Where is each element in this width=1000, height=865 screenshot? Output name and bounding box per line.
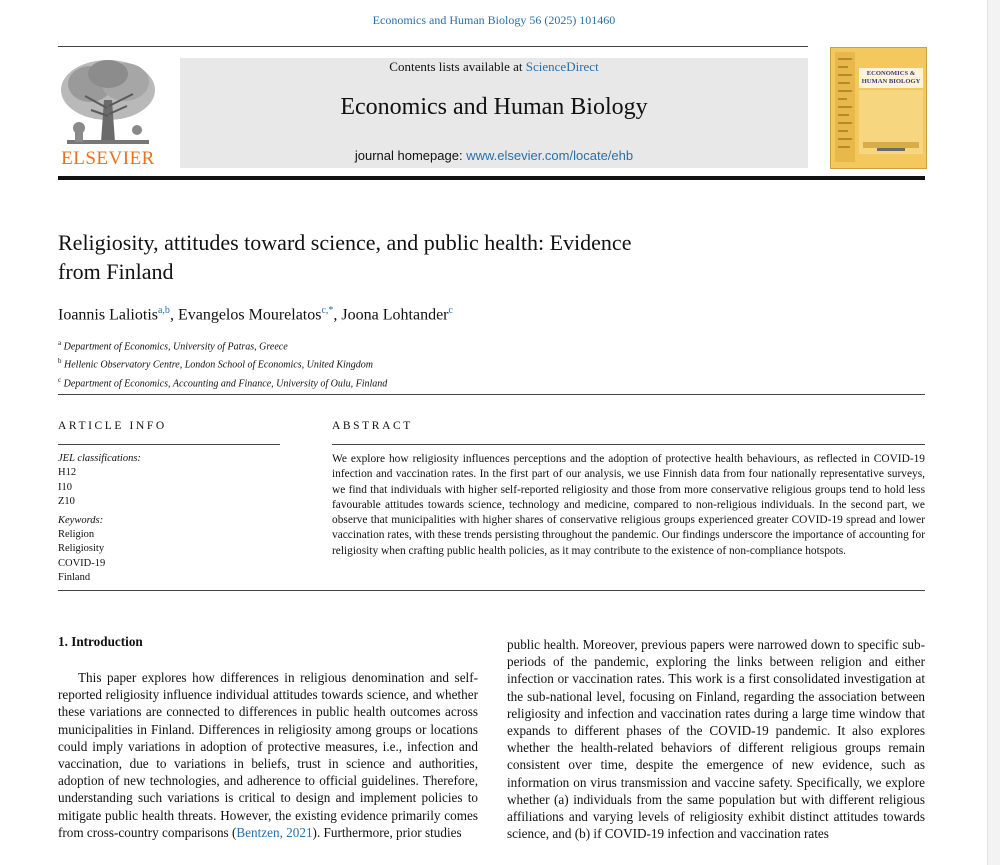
title-line-2: from Finland bbox=[58, 259, 174, 284]
keyword: Religion bbox=[58, 529, 95, 541]
info-top-rule bbox=[58, 394, 925, 395]
intro-text-end: ). Furthermore, prior studies bbox=[312, 824, 462, 840]
author-name[interactable]: Joona Lohtander bbox=[341, 306, 449, 324]
homepage-line bbox=[180, 148, 808, 163]
journal-citation[interactable]: Economics and Human Biology 56 (2025) 101460 bbox=[372, 13, 616, 27]
affiliation-item bbox=[58, 336, 758, 354]
abstract-heading: ABSTRACT bbox=[332, 420, 413, 432]
cover-strip-icon bbox=[835, 52, 855, 162]
affiliation-text: Department of Economics, Accounting and Finance, University of Oulu, Finland bbox=[63, 377, 388, 389]
header-rule bbox=[58, 46, 808, 47]
jel-code: I10 bbox=[58, 481, 72, 493]
introduction-left-column bbox=[58, 669, 478, 841]
contents-prefix: Contents lists available at bbox=[389, 59, 526, 74]
keywords-label: Keywords: bbox=[58, 514, 104, 526]
introduction-heading: 1. Introduction bbox=[58, 634, 143, 649]
journal-banner bbox=[180, 58, 808, 168]
journal-name: Economics and Human Biology bbox=[340, 94, 648, 120]
affiliation-item bbox=[58, 373, 758, 391]
citation-link[interactable]: Bentzen, 2021 bbox=[236, 824, 313, 840]
affiliation-text: Hellenic Observatory Centre, London School of Economics, United Kingdom bbox=[64, 359, 374, 371]
article-info-heading: ARTICLE INFO bbox=[58, 420, 167, 432]
author-affil-mark[interactable]: a,b bbox=[157, 305, 170, 316]
page-edge bbox=[987, 0, 1000, 865]
homepage-prefix: journal homepage: bbox=[354, 148, 467, 163]
header-thick-rule bbox=[58, 176, 925, 180]
abstract-text: We explore how religiosity influences perceptions and the adoption of protective health behaviours, as reflected in COVID-19 infection and vaccination rates. In the first part of our analysis, we use Finnish data from four nationally representative surveys, we find that individuals with higher self-reported religiosity and those from more conservative religious groups tend to hold less favourable attitudes towards science, technology and medicine, compared to non-religious individuals. In the second part, we observe that municipalities with higher shares of conservative religious groups experienced greater COVID-19 spread and lower vaccination rates, with these trends persisting throughout the pandemic. Our findings underscore the importance of accounting for religiosity when crafting public health policies, as it may contribute to the existence of non-compliance hotspots. bbox=[332, 453, 925, 557]
title-line-1: Religiosity, attitudes toward science, and public health: Evidence bbox=[58, 230, 632, 255]
keyword: COVID-19 bbox=[58, 557, 106, 569]
affiliation-text: Department of Economics, University of Patras, Greece bbox=[63, 341, 288, 353]
author-separator: , bbox=[333, 306, 342, 324]
affiliation-item bbox=[58, 354, 758, 372]
elsevier-logo[interactable] bbox=[57, 56, 159, 172]
author-affil-mark[interactable]: c,* bbox=[321, 305, 334, 316]
author-list bbox=[58, 305, 758, 324]
cover-title-line2: HUMAN BIOLOGY bbox=[861, 78, 921, 85]
journal-cover[interactable] bbox=[830, 47, 927, 169]
jel-code: Z10 bbox=[58, 496, 75, 508]
jel-label: JEL classifications: bbox=[58, 453, 141, 464]
author-name[interactable]: Ioannis Laliotis bbox=[58, 306, 158, 324]
sciencedirect-link[interactable]: ScienceDirect bbox=[525, 59, 599, 74]
affiliation-mark: c bbox=[58, 375, 62, 384]
keyword: Finland bbox=[58, 572, 91, 584]
author-name[interactable]: Evangelos Mourelatos bbox=[177, 306, 322, 324]
article-info-list bbox=[58, 452, 278, 586]
author-affil-mark[interactable]: c bbox=[448, 305, 453, 316]
homepage-link[interactable]: www.elsevier.com/locate/ehb bbox=[466, 148, 634, 163]
publisher-name: ELSEVIER bbox=[61, 148, 155, 169]
article-info-rule bbox=[58, 444, 280, 445]
introduction-right-column bbox=[507, 636, 925, 842]
author-separator: , bbox=[169, 306, 178, 324]
cover-body-icon bbox=[859, 90, 923, 154]
article-title bbox=[58, 228, 818, 286]
introduction-paragraph-cont: public health. Moreover, previous papers were narrowed down to specific sub-periods of the pandemic, exploring the links between religion and either infection or vaccination rates. This work is a first consolidated investigation at the sub-national level, focusing on Finland, regarding the association between religiosity and infection and vaccination rates during a large time window that expands to different phases of the COVID-19 pandemic. It also explores whether the health-related behaviors of different religious groups remain consistent over time, despite the emergence of new evidence, such as information on virus transmission and vaccine safety. Specifically, we explore whether (a) individuals from the same population but with different religious affiliations and varying levels of religiosity exhibit distinct attitudes towards science, and (b) if COVID-19 infection and vaccination rates bbox=[507, 637, 925, 842]
contents-line bbox=[180, 59, 808, 75]
cover-title-line1: ECONOMICS & bbox=[866, 70, 916, 77]
affiliation-mark: b bbox=[58, 357, 62, 366]
intro-text: This paper explores how differences in religious denomination and self-reported religiosity influence individual attitudes towards science, and whether these variations are connected to differences in public health outcomes across municipalities in Finland. Differences in religiosity among groups or locations could imply variations in adoption of protective measures, i.e., infection and vaccination, due to variations in beliefs, trust in science and authorities, adoption of new technologies, and adherence to official guidelines. Therefore, understanding such variations is critical to design and implement policies to mitigate public health threats. However, the existing evidence primarily comes from cross-country comparisons ( bbox=[58, 670, 478, 840]
affiliation-mark: a bbox=[58, 339, 62, 347]
affiliation-list bbox=[58, 336, 758, 391]
keyword: Religiosity bbox=[58, 543, 105, 555]
cover-title bbox=[859, 68, 923, 88]
abstract-rule bbox=[332, 444, 925, 445]
introduction-paragraph bbox=[58, 669, 478, 841]
jel-code: H12 bbox=[58, 467, 77, 479]
elsevier-tree-icon bbox=[57, 56, 159, 148]
abstract-bottom-rule bbox=[58, 590, 925, 591]
